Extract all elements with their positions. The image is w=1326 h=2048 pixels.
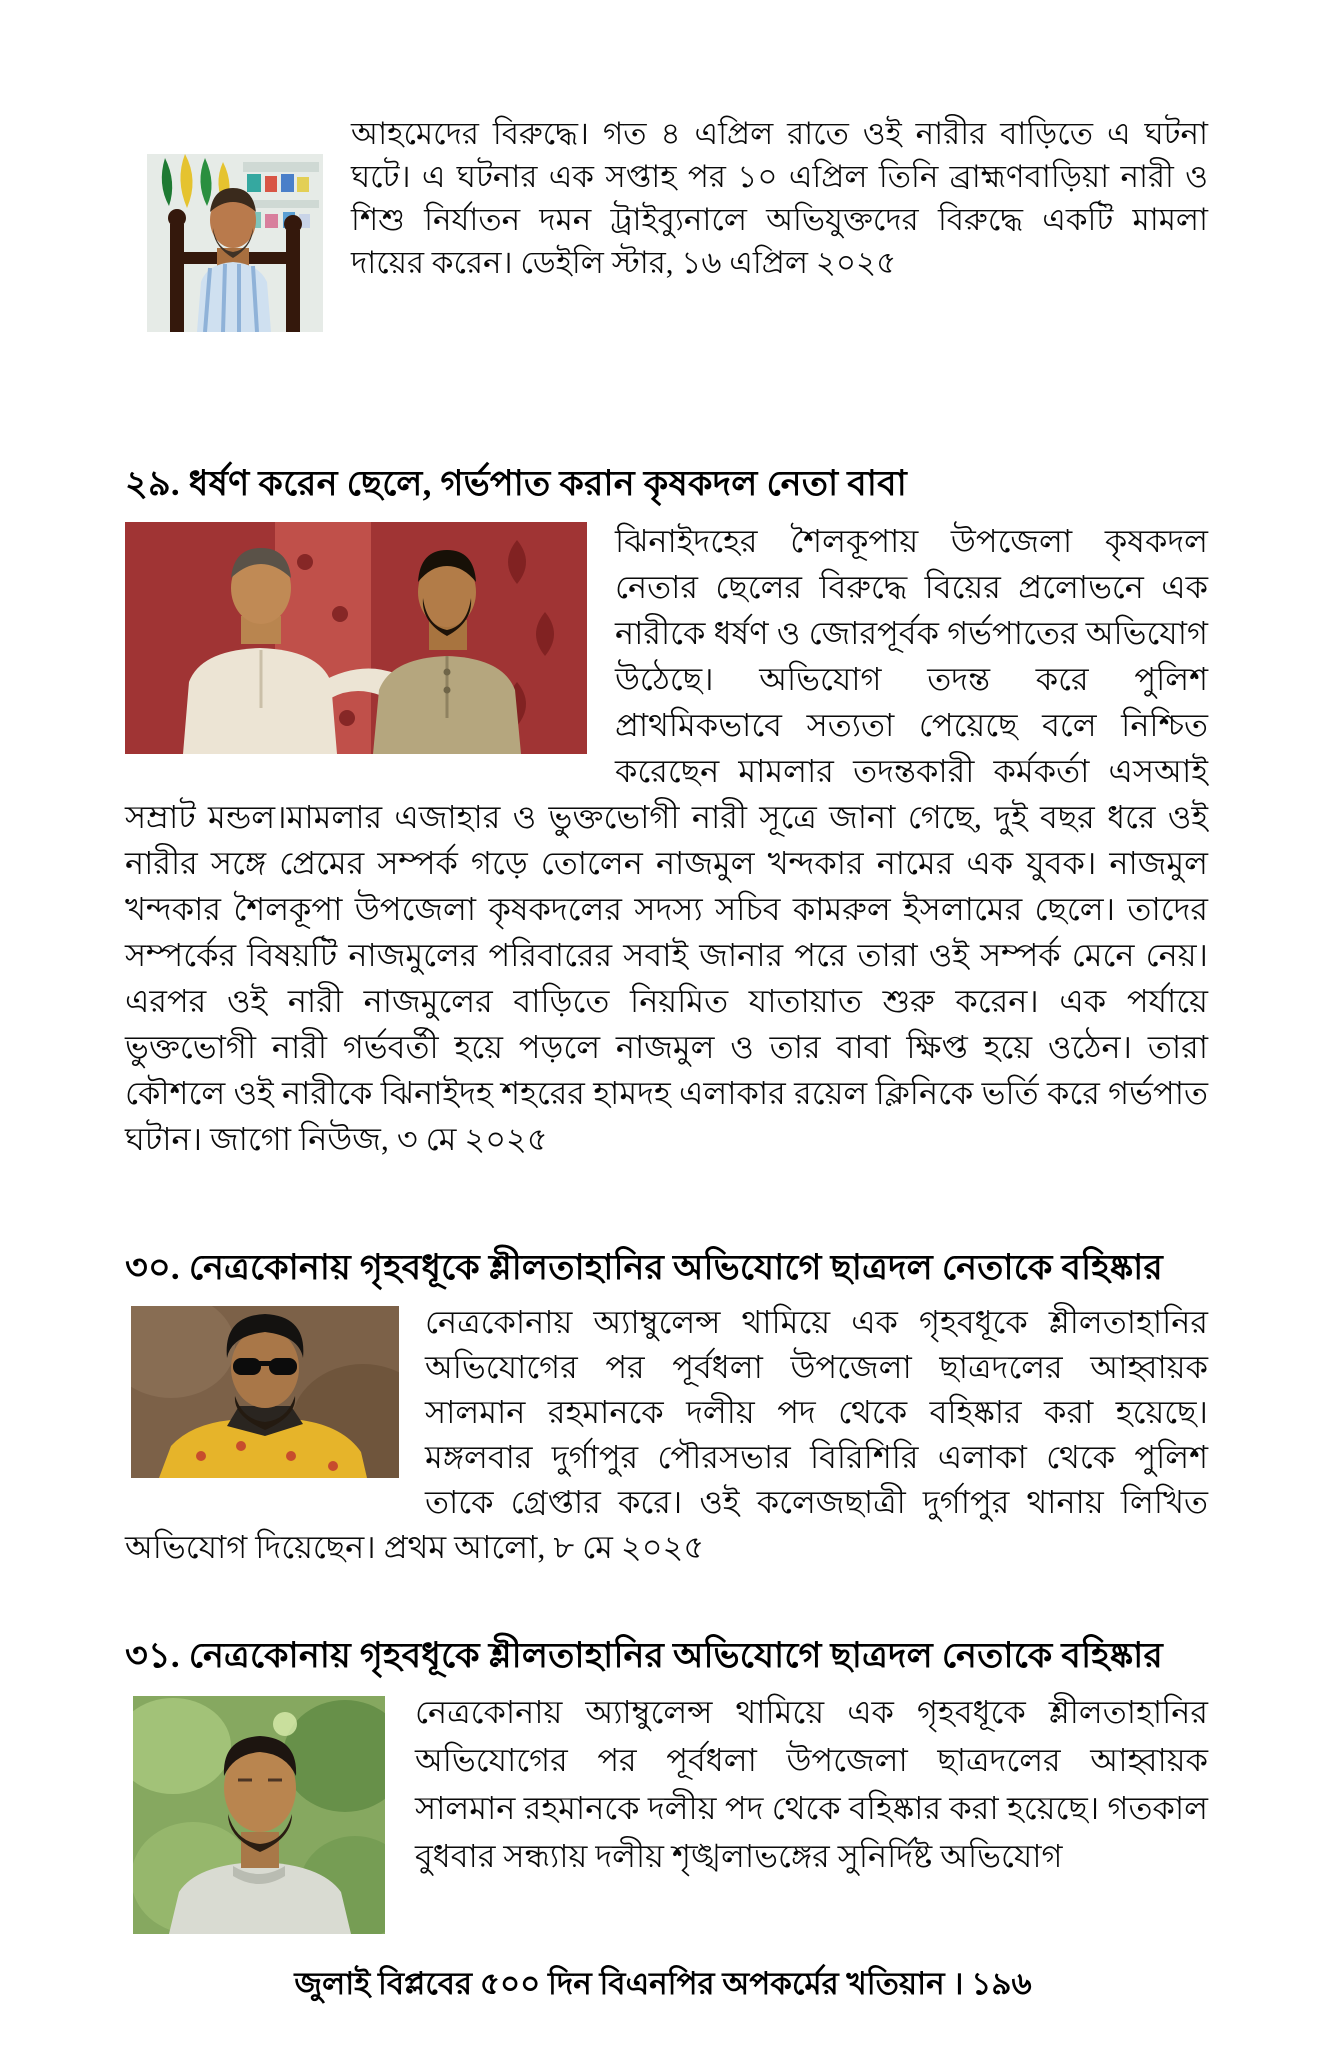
entry-29-heading: ২৯. ধর্ষণ করেন ছেলে, গর্ভপাত করান কৃষকদল নেতা বাবা [125,464,907,503]
entry-28-text: আহমেদের বিরুদ্ধে। গত ৪ এপ্রিল রাতে ওই নারীর বাড়িতে এ ঘটনা ঘটে। এ ঘটনার এক সপ্তাহ পর ১০ এপ্রিল তিনি ব্রাহ্মণবাড়িয়া নারী ও শিশু নির্যাতন দমন ট্রাইব্যুনালে অভিযুক্তদের বিরুদ্ধে একটি মামলা দায়ের করেন। ডেইলি স্টার, ১৬ এপ্রিল ২০২৫ [351,116,1208,280]
entry-30 [125,1246,1208,1570]
photo-man-sunglasses-yellow-shirt [131,1306,399,1478]
photo-two-men-illustration [125,522,587,754]
photo-two-men-red-curtain [125,522,587,754]
page-footer [0,1960,1326,2012]
entry-31-text: নেত্রকোনায় অ্যাম্বুলেন্স থামিয়ে এক গৃহবধূকে শ্লীলতাহানির অভিযোগের পর পূর্বধলা উপজেলা ছাত্রদলের আহ্বায়ক সালমান রহমানকে দলীয় পদ থেকে বহিষ্কার করা হয়েছে। গতকাল বুধবার সন্ধ্যায় দলীয় শৃঙ্খলাভঙ্গের সুনির্দিষ্ট অভিযোগ [415,1694,1208,1874]
entry-28-continued [125,112,1208,358]
entry-30-heading: ৩০. নেত্রকোনায় গৃহবধূকে শ্লীলতাহানির অভিযোগে ছাত্রদল নেতাকে বহিষ্কার [125,1248,1163,1287]
entry-31-heading: ৩১. নেত্রকোনায় গৃহবধূকে শ্লীলতাহানির অভিযোগে ছাত্রদল নেতাকে বহিষ্কার [125,1636,1163,1675]
photo-man-foliage-illustration [133,1696,385,1934]
entry-29-text: ঝিনাইদহের শৈলকূপায় উপজেলা কৃষকদল নেতার ছেলের বিরুদ্ধে বিয়ের প্রলোভনে এক নারীকে ধর্ষণ ও জোরপূর্বক গর্ভপাতের অভিযোগ উঠেছে। অভিযোগ তদন্ত করে পুলিশ প্রাথমিকভাবে সত্যতা পেয়েছে বলে নিশ্চিত করেছেন মামলার তদন্তকারী কর্মকর্তা এসআই সম্রাট মন্ডল।মামলার এজাহার ও ভুক্তভোগী নারী সূত্রে জানা গেছে, দুই বছর ধরে ওই নারীর সঙ্গে প্রেমের সম্পর্ক গড়ে তোলেন নাজমুল খন্দকার নামের এক যুবক। নাজমুল খন্দকার শৈলকূপা উপজেলা কৃষকদলের সদস্য সচিব কামরুল ইসলামের ছেলে। তাদের সম্পর্কের বিষয়টি নাজমুলের পরিবারের সবাই জানার পরে তারা ওই সম্পর্ক মেনে নেয়। এরপর ওই নারী নাজমুলের বাড়িতে নিয়মিত যাতায়াত শুরু করেন। এক পর্যায়ে ভুক্তভোগী নারী গর্ভবর্তী হয়ে পড়লে নাজমুল ও তার বাবা ক্ষিপ্ত হয়ে ওঠেন। তারা কৌশলে ওই নারীকে ঝিনাইদহ শহরের হামদহ এলাকার রয়েল ক্লিনিকে ভর্তি করে গর্ভপাত ঘটান। জাগো নিউজ, ৩ মে ২০২৫ [125,523,1208,1157]
entry-31 [125,1634,1208,1940]
photo-man-sunglasses-illustration [131,1306,399,1478]
photo-man-striped-shirt-illustration [147,154,323,332]
entry-30-text: নেত্রকোনায় অ্যাম্বুলেন্স থামিয়ে এক গৃহবধূকে শ্লীলতাহানির অভিযোগের পর পূর্বধলা উপজেলা ছাত্রদলের আহ্বায়ক সালমান রহমানকে দলীয় পদ থেকে বহিষ্কার করা হয়েছে। মঙ্গলবার দুর্গাপুর পৌরসভার বিরিশিরি এলাকা থেকে পুলিশ তাকে গ্রেপ্তার করে। ওই কলেজছাত্রী দুর্গাপুর থানায় লিখিত অভিযোগ দিয়েছেন। প্রথম আলো, ৮ মে ২০২৫ [125,1304,1208,1565]
entry-29 [125,462,1208,1162]
entry-31-body [125,1688,1208,1940]
entry-30-body [125,1300,1208,1570]
entry-29-body [125,518,1208,1162]
footer-text: জুলাই বিপ্লবের ৫০০ দিন বিএনপির অপকর্মের খতিয়ান । ১৯৬ [294,1966,1032,2001]
photo-man-green-foliage [133,1696,385,1934]
photo-man-striped-shirt-pharmacy [147,154,323,332]
